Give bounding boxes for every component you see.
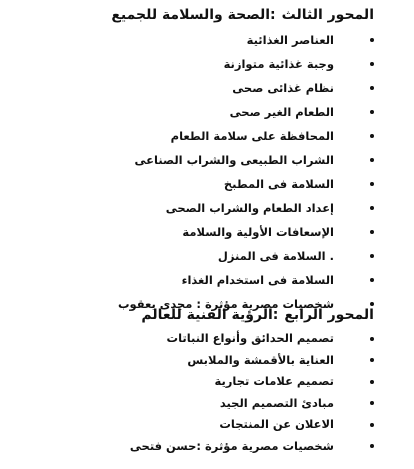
bullet-icon [370, 182, 374, 186]
bullet-icon [370, 358, 374, 362]
list-item [34, 148, 374, 172]
section-title: :الصحة والسلامة للجميع [111, 7, 276, 23]
list-item-text: تصميم علامات تجارية [214, 374, 334, 388]
section-label: المحور الثالث [281, 7, 374, 23]
list-item-text: إعداد الطعام والشراب الصحى [165, 201, 334, 215]
list-item [34, 350, 374, 372]
list-item [34, 244, 374, 268]
bullet-icon [370, 62, 374, 66]
list-item [34, 52, 374, 76]
bullet-icon [370, 206, 374, 210]
list-item [34, 196, 374, 220]
bullet-icon [370, 230, 374, 234]
section-third-axis [34, 6, 374, 316]
list-item-text: وجبة غذائية متوازنة [223, 57, 334, 71]
list-item [34, 220, 374, 244]
list-item [34, 76, 374, 100]
list-item-text: مبادئ التصميم الجيد [219, 395, 334, 410]
list-item-text: . السلامة فى المنزل [217, 249, 334, 263]
list-item [34, 268, 374, 292]
topic-list [34, 28, 374, 316]
list-item-text: السلامة فى المطبخ [223, 177, 334, 191]
bullet-icon [370, 38, 374, 42]
bullet-icon [370, 254, 374, 258]
list-item-text: شخصيات مصرية مؤثرة :حسن فتحى [129, 438, 334, 453]
topic-list [34, 328, 374, 457]
list-item-text: نظام غذائى صحى [232, 81, 334, 95]
list-item-text: الاعلان عن المنتجات [219, 417, 334, 431]
list-item-text: الإسعافات الأولية والسلامة [182, 225, 334, 239]
bullet-icon [370, 401, 374, 405]
list-item-text: السلامة فى استخدام الغذاء [181, 273, 334, 287]
section-heading [34, 6, 374, 24]
list-item [34, 28, 374, 52]
list-item-text: الشراب الطبيعى والشراب الصناعى [134, 153, 334, 167]
bullet-icon [370, 158, 374, 162]
list-item-text: المحافظة على سلامة الطعام [170, 129, 334, 143]
list-item [34, 124, 374, 148]
list-item [34, 371, 374, 393]
list-item [34, 436, 374, 458]
bullet-icon [370, 278, 374, 282]
section-title: :الرؤية الفنية للعالم [141, 307, 279, 323]
list-item-text: العناية بالأقمشة والملابس [187, 352, 334, 367]
bullet-icon [370, 134, 374, 138]
list-item-text: شخصيات مصرية مؤثرة : مجدى يعقوب [117, 297, 334, 311]
list-item-text: تصميم الحدائق وأنواع النباتات [166, 331, 334, 345]
bullet-icon [370, 110, 374, 114]
bullet-icon [370, 337, 374, 341]
section-heading [34, 306, 374, 324]
list-item-text: الطعام الغير صحى [229, 105, 334, 119]
list-item [34, 172, 374, 196]
section-label: المحور الرابع [284, 307, 374, 323]
bullet-icon [370, 86, 374, 90]
list-item [34, 393, 374, 415]
list-item [34, 328, 374, 350]
bullet-icon [370, 423, 374, 427]
section-fourth-axis [34, 306, 374, 457]
list-item [34, 414, 374, 436]
bullet-icon [370, 444, 374, 448]
list-item-text: العناصر الغذائية [246, 33, 334, 47]
bullet-icon [370, 380, 374, 384]
list-item [34, 100, 374, 124]
